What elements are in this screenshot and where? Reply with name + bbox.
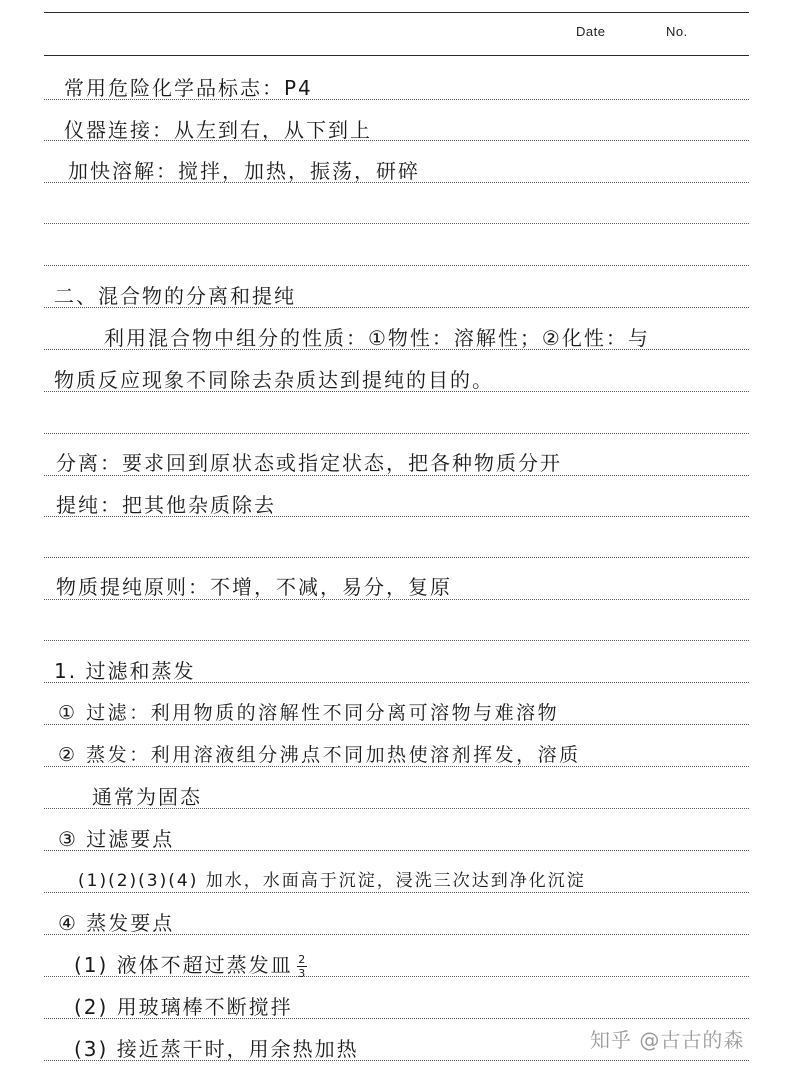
ruled-line: [44, 557, 749, 558]
note-line-separation-def: 分离：要求回到原状态或指定状态，把各种物质分开: [56, 451, 562, 475]
ruled-line: [44, 640, 749, 641]
subsection-title-filtration: 1. 过滤和蒸发: [54, 659, 196, 683]
top-border-line: [44, 12, 749, 13]
note-line-properties-cont: 物质反应现象不同除去杂质达到提纯的目的。: [54, 368, 494, 392]
ruled-line: [44, 475, 749, 476]
fraction-denominator: 3: [298, 967, 306, 980]
ruled-line: [44, 433, 749, 434]
note-line-instrument-connection: 仪器连接：从左到右，从下到上: [64, 118, 372, 142]
note-line-purification-principle: 物质提纯原则：不增，不减，易分，复原: [56, 575, 452, 599]
ruled-line: [44, 265, 749, 266]
note-line-filtration-points: ③ 过滤要点: [58, 827, 175, 851]
note-line-filtration: ① 过滤：利用物质的溶解性不同分离可溶物与难溶物: [58, 702, 560, 724]
note-line-filtration-steps: (1)(2)(3)(4) 加水，水面高于沉淀，浸洗三次达到净化沉淀: [78, 871, 586, 891]
fraction-two-thirds: [297, 954, 307, 979]
note-line-properties: 利用混合物中组分的性质：①物性：溶解性；②化性：与: [104, 326, 650, 350]
ruled-line: [44, 599, 749, 600]
section-title-separation: 二、混合物的分离和提纯: [54, 284, 296, 308]
note-line-evaporation-cont: 通常为固态: [92, 785, 202, 809]
date-label: Date: [576, 24, 606, 39]
note-line-evap-step-2: (2) 用玻璃棒不断搅拌: [74, 995, 293, 1019]
fraction-numerator: 2: [298, 953, 306, 966]
note-line-purification-def: 提纯：把其他杂质除去: [56, 493, 276, 517]
note-line-dissolving: 加快溶解：搅拌，加热，振荡，研碎: [68, 159, 420, 183]
note-line-hazard-labels: 常用危险化学品标志：P4: [64, 76, 313, 100]
ruled-line: [44, 223, 749, 224]
note-line-evap-step-1: [74, 953, 307, 979]
no-label: No.: [666, 24, 688, 39]
header-divider: [44, 55, 749, 56]
watermark: 知乎 @古古的森: [590, 1028, 745, 1052]
note-line-evap-step-3: (3) 接近蒸干时，用余热加热: [74, 1037, 359, 1061]
note-line-evaporation: ② 蒸发：利用溶液组分沸点不同加热使溶剂挥发，溶质: [58, 744, 581, 766]
evap-step-1-text: (1) 液体不超过蒸发皿: [74, 953, 293, 977]
note-line-evaporation-points: ④ 蒸发要点: [58, 911, 175, 935]
